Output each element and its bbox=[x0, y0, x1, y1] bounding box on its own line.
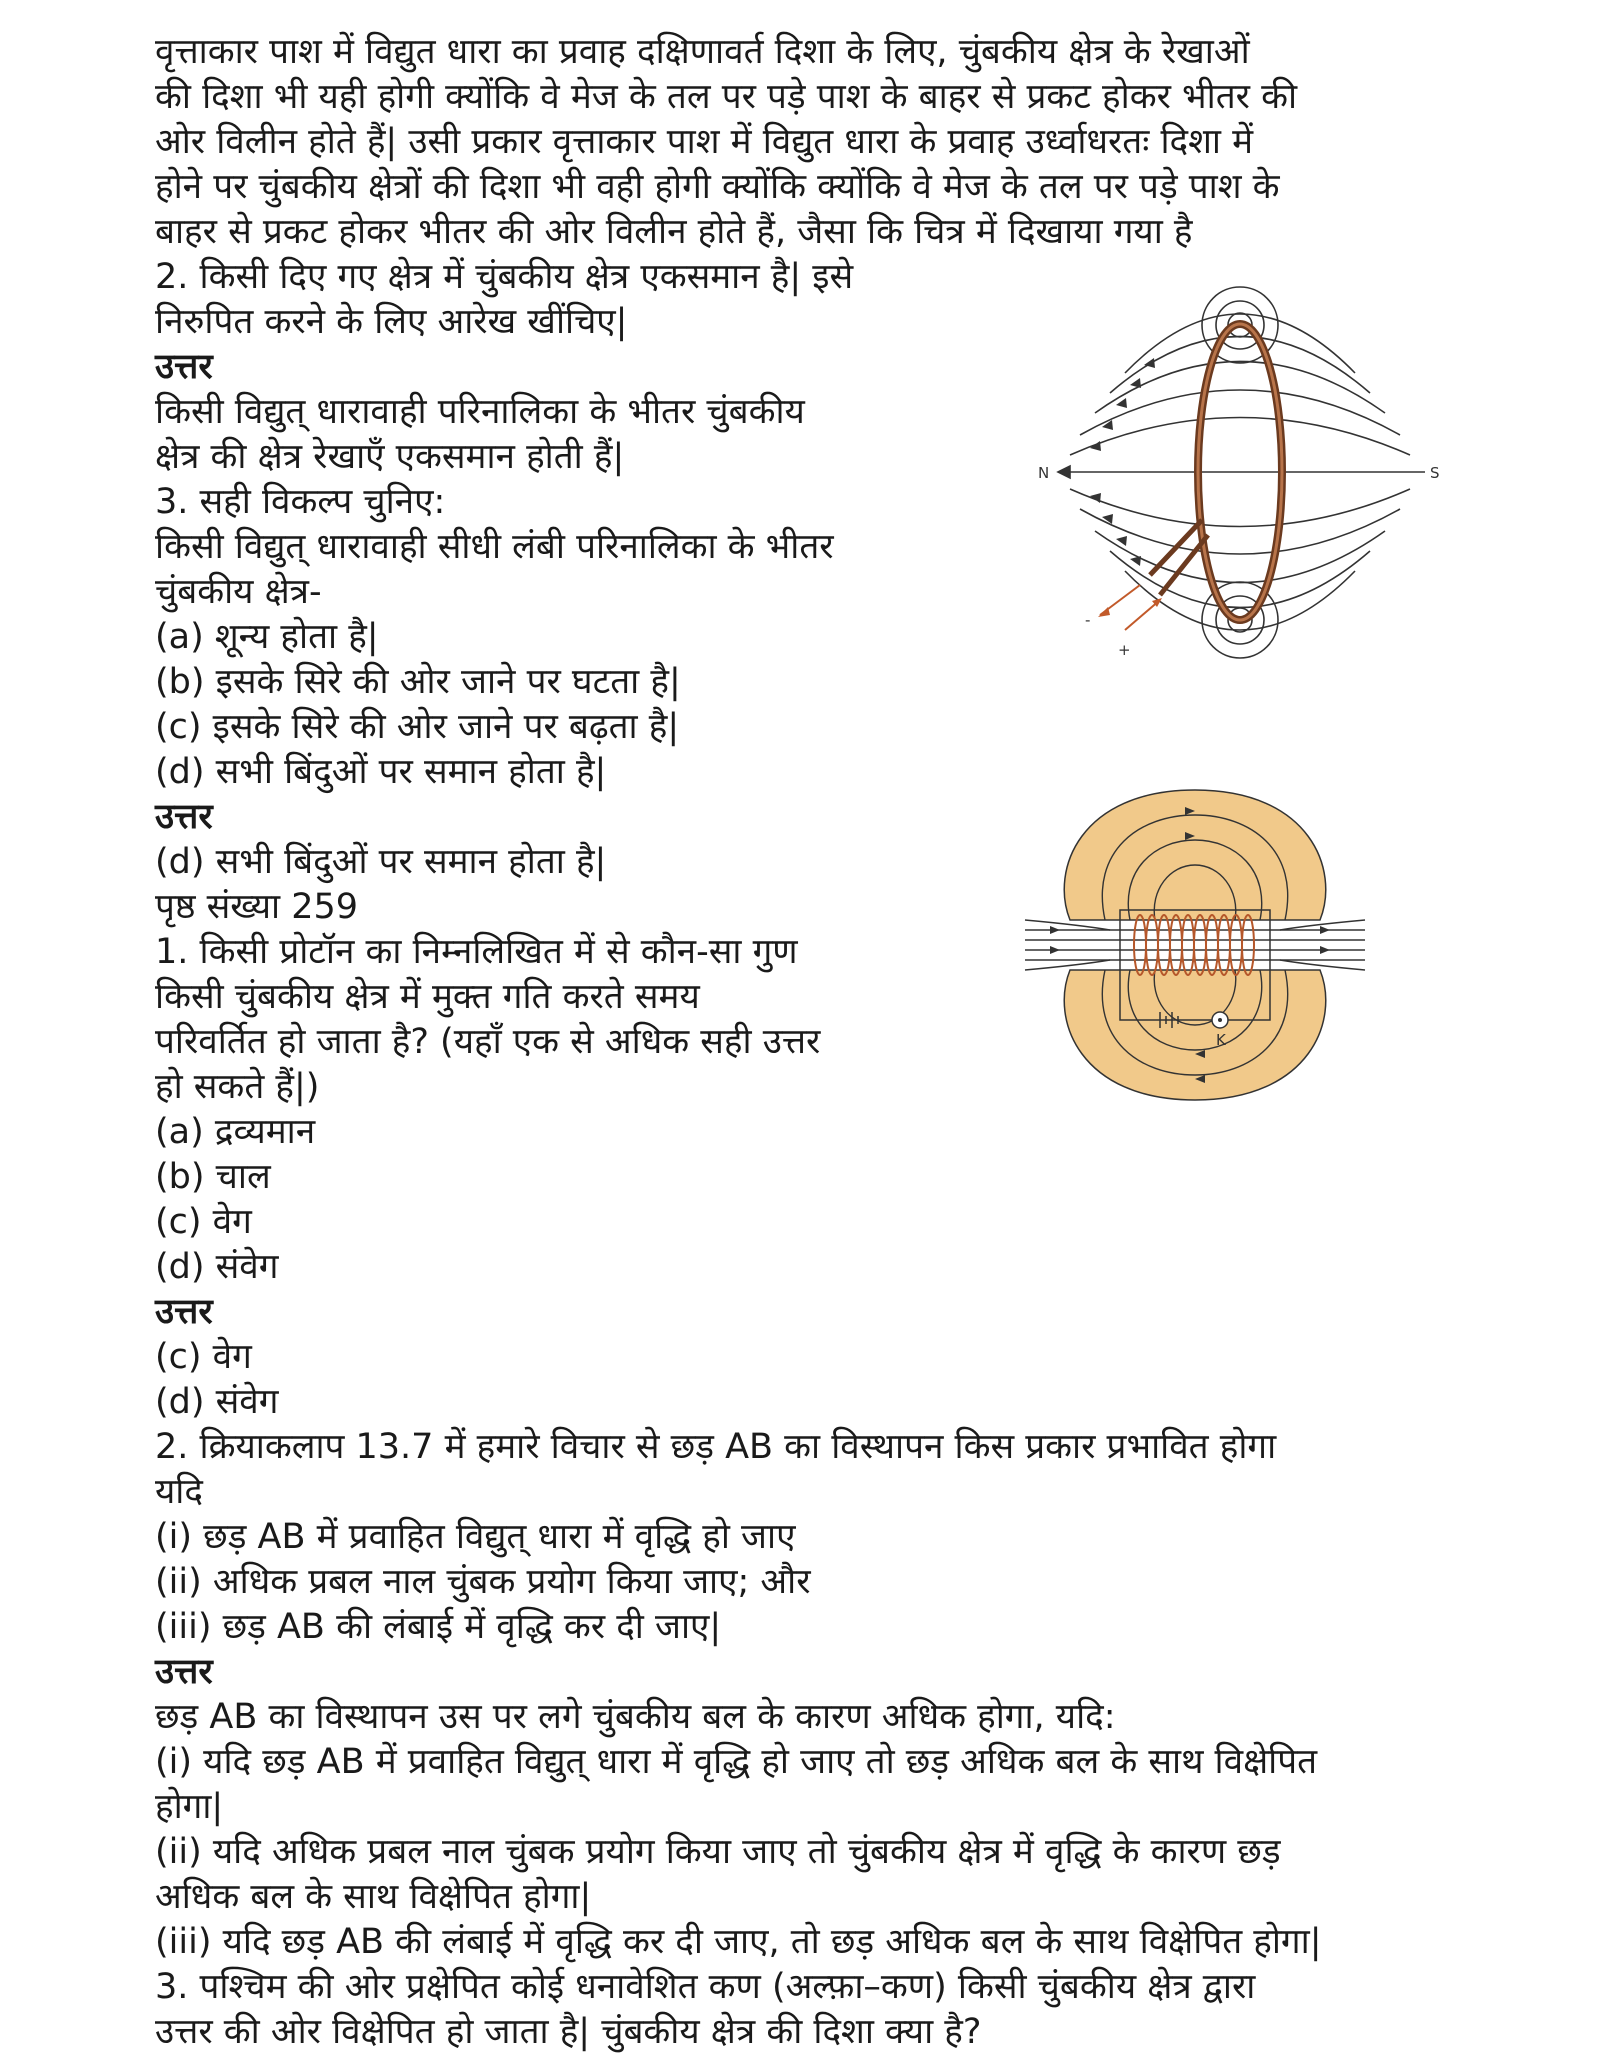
arrow-north-icon bbox=[1058, 466, 1070, 478]
intro-line: वृत्ताकार पाश में विद्युत धारा का प्रवाह दक्षिणावर्त दिशा के लिए, चुंबकीय क्षेत्र के रेखाओं bbox=[155, 32, 1250, 72]
question-text: चुंबकीय क्षेत्र- bbox=[155, 572, 322, 612]
intro-line: ओर विलीन होते हैं| उसी प्रकार वृत्ताकार पाश में विद्युत धारा के प्रवाह उर्ध्वाधरतः दिशा में bbox=[155, 122, 1254, 162]
option-text: (c) वेग bbox=[155, 1202, 252, 1242]
answer-text: क्षेत्र की क्षेत्र रेखाएँ एकसमान होती हैं| bbox=[155, 437, 625, 477]
option-text: (a) शून्य होता है| bbox=[155, 617, 379, 657]
answer-text: होगा| bbox=[155, 1787, 224, 1827]
option-text: (d) संवेग bbox=[155, 1247, 279, 1287]
answer-text: (iii) यदि छड़ AB की लंबाई में वृद्धि कर दी जाए, तो छड़ अधिक बल के साथ विक्षेपित होगा| bbox=[155, 1922, 1322, 1962]
intro-line: की दिशा भी यही होगी क्योंकि वे मेज के तल पर पड़े पाश के बाहर से प्रकट होकर भीतर की bbox=[155, 77, 1298, 117]
minus-label: - bbox=[1085, 611, 1091, 629]
option-text: (iii) छड़ AB की लंबाई में वृद्धि कर दी जाए| bbox=[155, 1607, 722, 1647]
option-text: (a) द्रव्यमान bbox=[155, 1112, 316, 1152]
question-text: किसी विद्युत् धारावाही सीधी लंबी परिनालिका के भीतर bbox=[155, 527, 834, 567]
solenoid-coil bbox=[1134, 915, 1254, 975]
answer-heading: उत्तर bbox=[155, 1292, 213, 1332]
option-text: (i) छड़ AB में प्रवाहित विद्युत् धारा में वृद्धि हो जाए bbox=[155, 1517, 796, 1557]
answer-text: (d) संवेग bbox=[155, 1382, 279, 1422]
option-text: (c) इसके सिरे की ओर जाने पर बढ़ता है| bbox=[155, 707, 680, 747]
answer-text: अधिक बल के साथ विक्षेपित होगा| bbox=[155, 1877, 592, 1917]
intro-line: होने पर चुंबकीय क्षेत्रों की दिशा भी वही होगी क्योंकि क्योंकि वे मेज के तल पर पड़े पाश के bbox=[155, 167, 1280, 207]
question-text: यदि bbox=[155, 1472, 203, 1512]
page-number: पृष्ठ संख्या 259 bbox=[155, 887, 359, 927]
question-text: परिवर्तित हो जाता है? (यहाँ एक से अधिक सही उत्तर bbox=[155, 1022, 821, 1062]
answer-text: (ii) यदि अधिक प्रबल नाल चुंबक प्रयोग किया जाए तो चुंबकीय क्षेत्र में वृद्धि के कारण छड़ bbox=[155, 1832, 1281, 1872]
option-text: (b) चाल bbox=[155, 1157, 271, 1197]
answer-text: किसी विद्युत् धारावाही परिनालिका के भीतर चुंबकीय bbox=[155, 392, 805, 432]
option-text: (ii) अधिक प्रबल नाल चुंबक प्रयोग किया जाए; और bbox=[155, 1562, 811, 1602]
intro-line: बाहर से प्रकट होकर भीतर की ओर विलीन होते हैं, जैसा कि चित्र में दिखाया गया है bbox=[155, 212, 1193, 252]
question-text: 2. क्रियाकलाप 13.7 में हमारे विचार से छड़ AB का विस्थापन किस प्रकार प्रभावित होगा bbox=[155, 1427, 1277, 1467]
question-text: हो सकते हैं|) bbox=[155, 1067, 320, 1107]
question-text: 2. किसी दिए गए क्षेत्र में चुंबकीय क्षेत्र एकसमान है| इसे bbox=[155, 257, 854, 297]
south-label: S bbox=[1430, 464, 1440, 482]
answer-text: (c) वेग bbox=[155, 1337, 252, 1377]
key-label: K bbox=[1216, 1031, 1226, 1049]
answer-text: (i) यदि छड़ AB में प्रवाहित विद्युत् धारा में वृद्धि हो जाए तो छड़ अधिक बल के साथ विक्षेपित bbox=[155, 1742, 1318, 1782]
question-text: 3. पश्चिम की ओर प्रक्षेपित कोई धनावेशित कण (अल्फ़ा–कण) किसी चुंबकीय क्षेत्र द्वारा bbox=[155, 1967, 1256, 2007]
answer-text: (d) सभी बिंदुओं पर समान होता है| bbox=[155, 842, 607, 882]
question-text: 3. सही विकल्प चुनिए: bbox=[155, 482, 446, 522]
option-text: (d) सभी बिंदुओं पर समान होता है| bbox=[155, 752, 607, 792]
answer-heading: उत्तर bbox=[155, 797, 213, 837]
option-text: (b) इसके सिरे की ओर जाने पर घटता है| bbox=[155, 662, 681, 702]
answer-heading: उत्तर bbox=[155, 347, 213, 387]
plus-label: + bbox=[1118, 641, 1131, 659]
question-text: निरुपित करने के लिए आरेख खींचिए| bbox=[155, 302, 628, 342]
loop-field-figure bbox=[1030, 285, 1450, 660]
question-text: 1. किसी प्रोटॉन का निम्नलिखित में से कौन-सा गुण bbox=[155, 932, 798, 972]
answer-text: छड़ AB का विस्थापन उस पर लगे चुंबकीय बल के कारण अधिक होगा, यदि: bbox=[155, 1697, 1116, 1737]
solenoid-field-figure bbox=[1020, 780, 1370, 1110]
question-text: किसी चुंबकीय क्षेत्र में मुक्त गति करते समय bbox=[155, 977, 700, 1017]
north-label: N bbox=[1038, 464, 1050, 482]
question-text: उत्तर की ओर विक्षेपित हो जाता है| चुंबकीय क्षेत्र की दिशा क्या है? bbox=[155, 2012, 982, 2052]
answer-heading: उत्तर bbox=[155, 1652, 213, 1692]
